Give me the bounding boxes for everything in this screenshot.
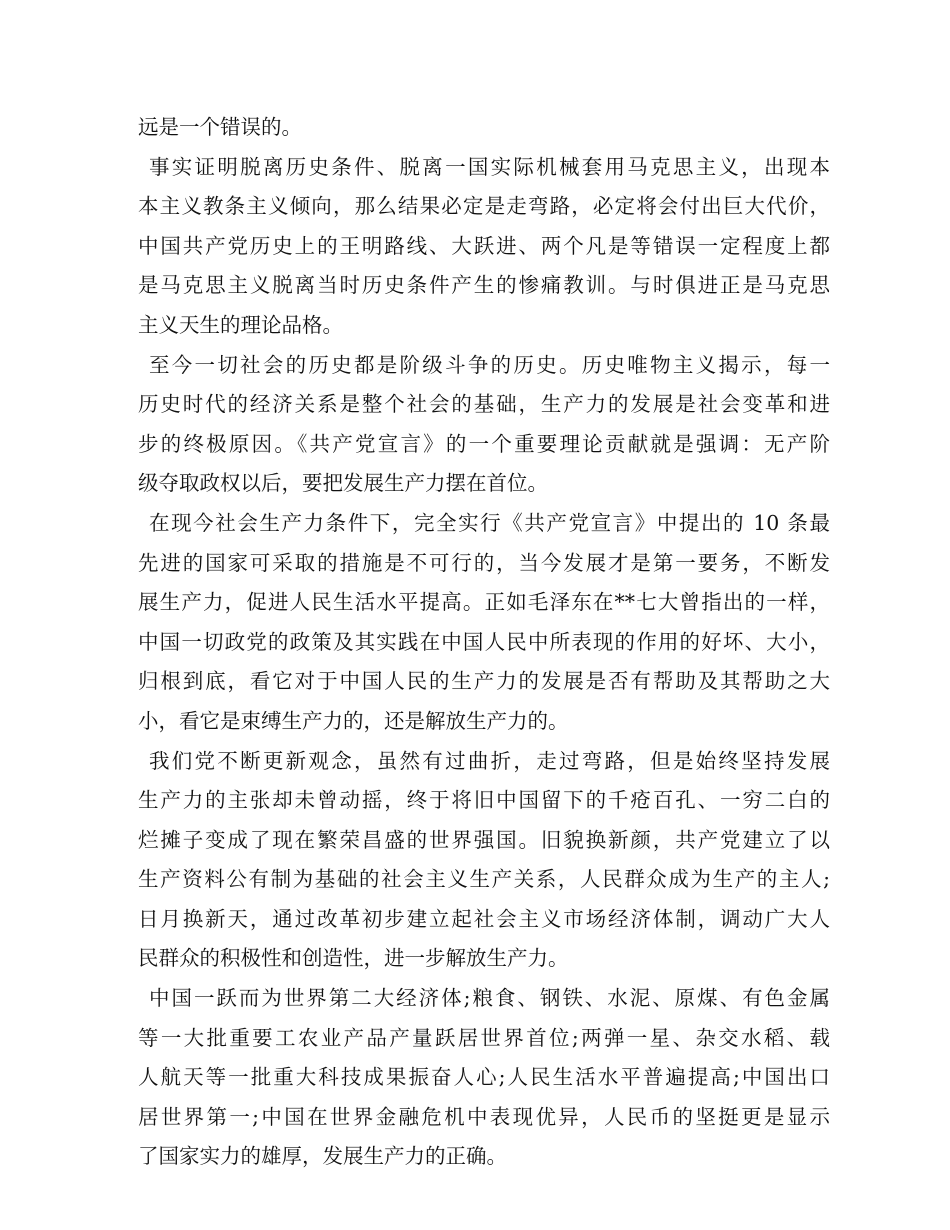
text-line: 小，看它是束缚生产力的，还是解放生产力的。 xyxy=(138,708,569,733)
text-line: 展生产力，促进人民生活水平提高。正如毛泽东在**七大曾指出的一样， xyxy=(138,590,830,615)
text-line: 民群众的积极性和创造性，进一步解放生产力。 xyxy=(138,946,569,971)
text-line: 等一大批重要工农业产品产量跃居世界首位;两弹一星、杂交水稻、载 xyxy=(138,1025,830,1050)
text-line: 先进的国家可采取的措施是不可行的，当今发展才是第一要务，不断发 xyxy=(138,550,830,575)
text-line: 本主义教条主义倾向，那么结果必定是走弯路，必定将会付出巨大代价， xyxy=(138,194,830,219)
text-line: 远是一个错误的。 xyxy=(138,115,302,139)
text-line: 步的终极原因。《共产党宣言》的一个重要理论贡献就是强调：无产阶 xyxy=(138,431,830,456)
paragraph-start-line: 中国一跃而为世界第二大经济体;粮食、钢铁、水泥、原煤、有色金属 xyxy=(149,986,830,1011)
text-line: 历史时代的经济关系是整个社会的基础，生产力的发展是社会变革和进 xyxy=(138,392,830,417)
text-line: 中国共产党历史上的王明路线、大跃进、两个凡是等错误一定程度上都 xyxy=(138,233,830,258)
paragraph-start-line: 至今一切社会的历史都是阶级斗争的历史。历史唯物主义揭示，每一 xyxy=(149,352,830,377)
text-line: 生产资料公有制为基础的社会主义生产关系，人民群众成为生产的主人; xyxy=(138,867,830,892)
paragraph-start-line: 在现今社会生产力条件下，完全实行《共产党宣言》中提出的 10 条最 xyxy=(149,510,830,535)
paragraph-start-line: 我们党不断更新观念，虽然有过曲折，走过弯路，但是始终坚持发展 xyxy=(149,748,830,773)
text-line: 主义天生的理论品格。 xyxy=(138,312,343,337)
text-line: 是马克思主义脱离当时历史条件产生的惨痛教训。与时俱进正是马克思 xyxy=(138,273,830,298)
paragraph-start-line: 事实证明脱离历史条件、脱离一国实际机械套用马克思主义，出现本 xyxy=(149,154,830,179)
document-body xyxy=(138,108,830,1177)
text-line: 人航天等一批重大科技成果振奋人心;人民生活水平普遍提高;中国出口 xyxy=(138,1065,830,1090)
text-line: 中国一切政党的政策及其实践在中国人民中所表现的作用的好坏、大小， xyxy=(138,629,830,654)
text-line: 居世界第一;中国在世界金融危机中表现优异，人民币的坚挺更是显示 xyxy=(138,1104,830,1129)
text-line: 了国家实力的雄厚，发展生产力的正确。 xyxy=(138,1144,507,1169)
text-line: 烂摊子变成了现在繁荣昌盛的世界强国。旧貌换新颜，共产党建立了以 xyxy=(138,827,830,852)
text-line: 归根到底，看它对于中国人民的生产力的发展是否有帮助及其帮助之大 xyxy=(138,669,830,694)
text-line: 日月换新天，通过改革初步建立起社会主义市场经济体制，调动广大人 xyxy=(138,906,830,931)
text-line: 生产力的主张却未曾动摇，终于将旧中国留下的千疮百孔、一穷二白的 xyxy=(138,788,830,813)
text-line: 级夺取政权以后，要把发展生产力摆在首位。 xyxy=(138,471,548,496)
